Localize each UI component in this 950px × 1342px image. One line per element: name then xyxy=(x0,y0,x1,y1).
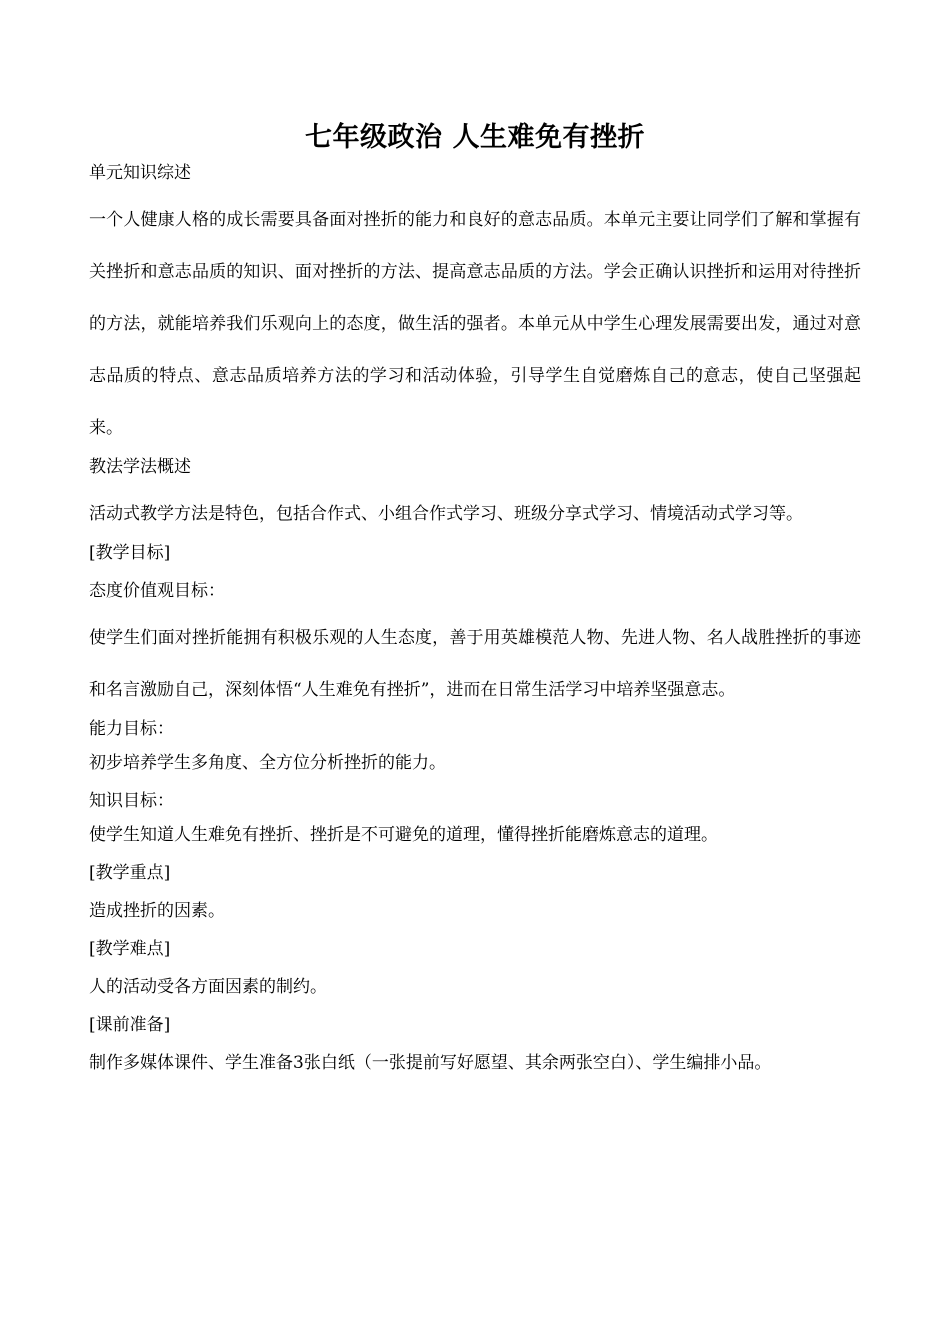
knowledge-heading: 知识目标： xyxy=(89,791,174,811)
difficulty-heading: [教学难点] xyxy=(89,939,171,959)
unit-overview-text: 一个人健康人格的成长需要具备面对挫折的能力和良好的意志品质。本单元主要让同学们了解和掌握有关挫折和意志品质的知识、面对挫折的方法、提高意志品质的方法。学会正确认识挫折和运用对待挫折的方法，就能培养我们乐观向上的态度，做生活的强者。本单元从中学生心理发展需要出发，通过对意志品质的特点、意志品质培养方法的学习和活动体验，引导学生自觉磨炼自己的意志，使自己坚强起来。 xyxy=(89,210,861,438)
attitude-heading: 态度价值观目标： xyxy=(89,581,225,601)
method-heading: 教法学法概述 xyxy=(89,457,191,477)
ability-heading: 能力目标： xyxy=(89,719,174,739)
attitude-text: 使学生们面对挫折能拥有积极乐观的人生态度，善于用英雄模范人物、先进人物、名人战胜挫折的事迹和名言激励自己，深刻体悟“人生难免有挫折”，进而在日常生活学习中培养坚强意志。 xyxy=(89,628,861,700)
document-title: 七年级政治 人生难免有挫折 xyxy=(305,122,645,153)
key-point-heading: [教学重点] xyxy=(89,863,171,883)
prep-heading: [课前准备] xyxy=(89,1015,171,1035)
prep-text: 制作多媒体课件、学生准备3张白纸（一张提前写好愿望、其余两张空白）、学生编排小品。 xyxy=(89,1053,772,1073)
ability-text: 初步培养学生多角度、全方位分析挫折的能力。 xyxy=(89,753,446,773)
knowledge-text: 使学生知道人生难免有挫折、挫折是不可避免的道理，懂得挫折能磨炼意志的道理。 xyxy=(89,825,718,845)
difficulty-text: 人的活动受各方面因素的制约。 xyxy=(89,977,327,997)
key-point-text: 造成挫折的因素。 xyxy=(89,901,225,921)
method-text: 活动式教学方法是特色，包括合作式、小组合作式学习、班级分享式学习、情境活动式学习等。 xyxy=(89,504,803,524)
document-page xyxy=(89,116,861,1076)
goals-heading: [教学目标] xyxy=(89,543,171,563)
unit-overview-heading: 单元知识综述 xyxy=(89,163,191,183)
